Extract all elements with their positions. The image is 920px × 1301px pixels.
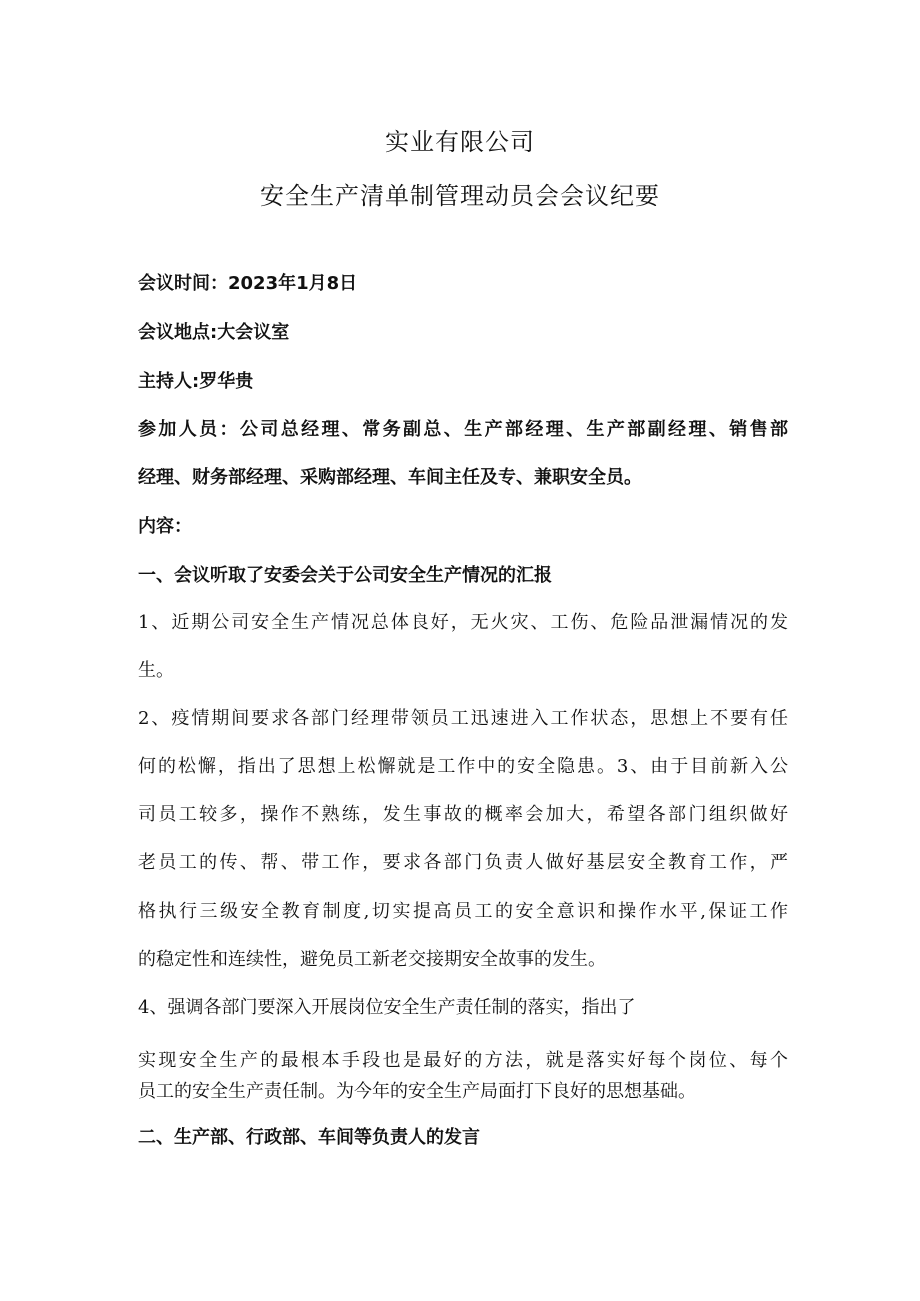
content-label: 内容： (138, 516, 192, 537)
attendees-line-1: 参加人员：公司总经理、常务副总、生产部经理、生产部副经理、销售部 (138, 419, 788, 440)
paragraph-1-line-1: 1、近期公司安全生产情况总体良好，无火灾、工伤、危险品泄漏情况的发 (138, 612, 788, 633)
paragraph-1-line-2: 生。 (138, 660, 174, 681)
paragraph-4-line-2: 员工的安全生产责任制。为今年的安全生产局面打下良好的思想基础。 (138, 1081, 696, 1102)
paragraph-2-line-1: 2、疫情期间要求各部门经理带领员工迅速进入工作状态，思想上不要有任 (138, 708, 788, 729)
paragraph-2-line-6: 的稳定性和连续性，避免员工新老交接期安全故事的发生。 (138, 949, 606, 970)
paragraph-2-line-3: 司员工较多，操作不熟练，发生事故的概率会加大，希望各部门组织做好 (138, 804, 788, 825)
paragraph-2-line-4: 老员工的传、帮、带工作，要求各部门负责人做好基层安全教育工作，严 (138, 852, 788, 873)
section-1-heading: 一、会议听取了安委会关于公司安全生产情况的汇报 (138, 565, 552, 586)
meeting-place: 会议地点:大会议室 (138, 322, 290, 343)
meeting-time: 会议时间：2023年1月8日 (138, 273, 358, 294)
section-2-heading: 二、生产部、行政部、车间等负责人的发言 (138, 1127, 480, 1148)
paragraph-2-line-5: 格执行三级安全教育制度,切实提高员工的安全意识和操作水平,保证工作 (138, 901, 788, 922)
document-title: 安全生产清单制管理动员会会议纪要 (260, 182, 660, 210)
paragraph-2-line-2: 何的松懈，指出了思想上松懈就是工作中的安全隐患。3、由于目前新入公 (138, 756, 788, 777)
meeting-host: 主持人:罗华贵 (138, 371, 254, 392)
attendees-line-2: 经理、财务部经理、采购部经理、车间主任及专、兼职安全员。 (138, 467, 642, 488)
company-name: 实业有限公司 (385, 128, 535, 156)
paragraph-3-line-1: 4、强调各部门要深入开展岗位安全生产责任制的落实，指出了 (138, 997, 636, 1018)
paragraph-4-line-1: 实现安全生产的最根本手段也是最好的方法，就是落实好每个岗位、每个 (138, 1050, 788, 1071)
